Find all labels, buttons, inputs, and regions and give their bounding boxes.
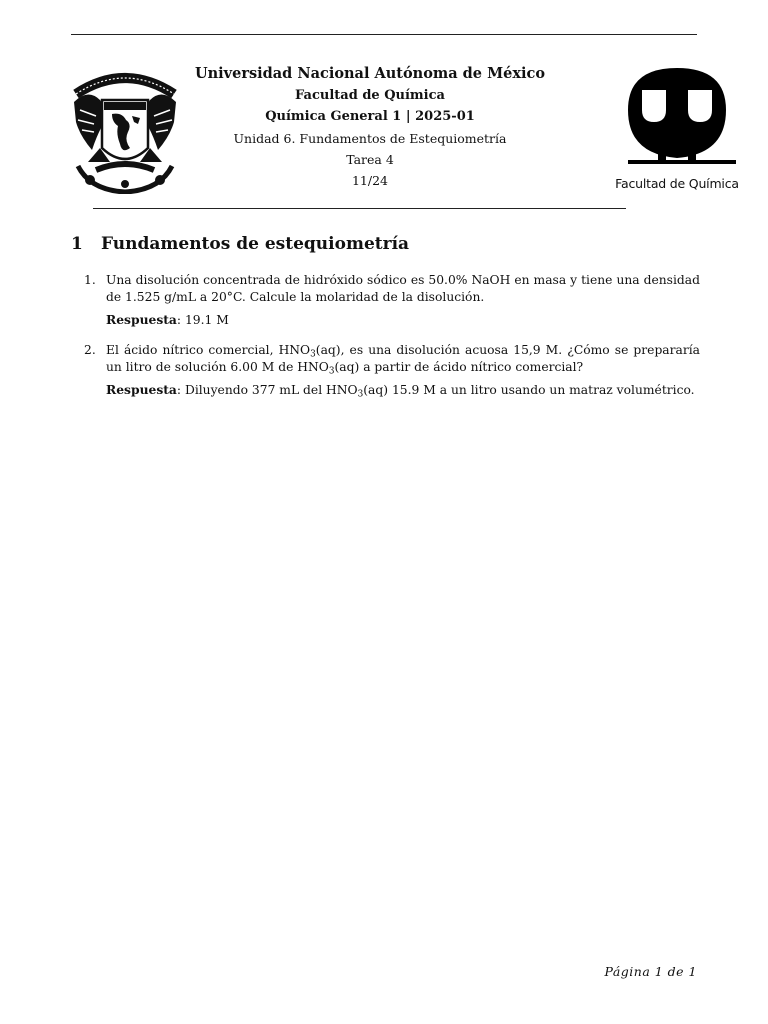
problem-number: 1. <box>84 273 96 287</box>
answer-text-part: : Diluyendo 377 mL del HNO <box>176 383 358 397</box>
answer-label: Respuesta <box>106 312 177 327</box>
course-name: Química General 1 | 2025-01 <box>265 109 475 124</box>
problem-text-part: (aq) a partir de ácido nítrico comercial? <box>334 360 584 374</box>
problem-answer <box>106 311 700 329</box>
subscript: 3 <box>310 349 316 360</box>
answer-text: 19.1 M <box>184 313 229 327</box>
section-number: 1 <box>71 234 83 254</box>
problem-text-part: El ácido nítrico comercial, HNO <box>106 343 311 357</box>
problem-item <box>84 342 700 399</box>
university-name: Universidad Nacional Autónoma de México <box>194 65 546 82</box>
section-title: Fundamentos de estequiometría <box>101 234 410 254</box>
page-number: Página 1 de 1 <box>604 964 697 979</box>
answer-label: Respuesta <box>106 382 177 397</box>
subscript: 3 <box>357 389 364 400</box>
problem-number: 2. <box>84 343 96 357</box>
unit-title: Unidad 6. Fundamentos de Estequiometría <box>233 131 507 146</box>
answer-separator: : <box>176 313 182 327</box>
section-heading <box>71 234 409 254</box>
facultad-quimica-logo-icon <box>612 62 742 197</box>
assignment-date: 11/24 <box>351 173 389 188</box>
top-rule <box>71 34 697 35</box>
faculty-name: Facultad de Química <box>295 88 445 103</box>
problem-answer <box>106 381 700 399</box>
answer-text-part: (aq) 15.9 M a un litro usando un matraz volumétrico. <box>363 383 695 397</box>
header-rule <box>93 208 626 209</box>
assignment-title: Tarea 4 <box>346 152 394 167</box>
problem-text: Una disolución concentrada de hidróxido sódico es 50.0% NaOH en masa y tiene una densidad de 1.525 g/mL a 20°C. Calcule la molaridad de la disolución. <box>106 273 700 304</box>
problem-text-part: (aq), es una disolución acuosa 15,9 M. ¿Cómo se prepararía un litro de solución 6.00 M de HNO <box>106 343 700 374</box>
problem-text <box>106 342 700 376</box>
logo-caption: Facultad de Química <box>615 176 739 191</box>
unam-seal-icon <box>70 66 180 194</box>
problem-item <box>84 272 700 329</box>
subscript: 3 <box>328 366 335 377</box>
document-header <box>190 64 550 192</box>
